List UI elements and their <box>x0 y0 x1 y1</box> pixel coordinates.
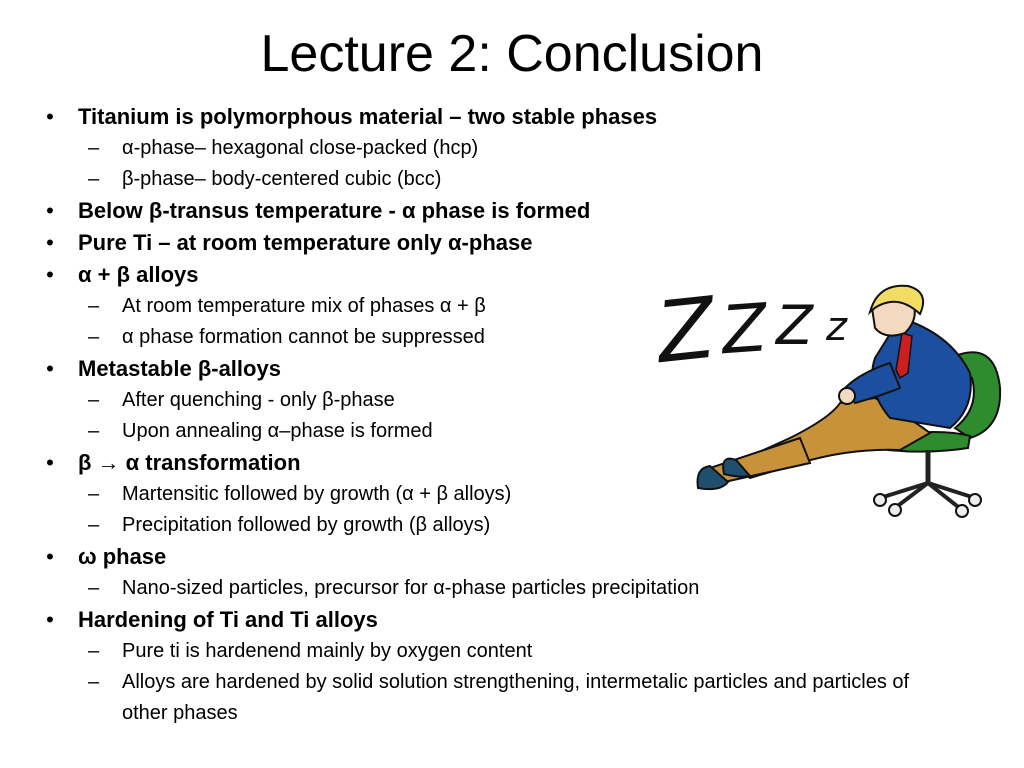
bullet-marker: • <box>46 198 54 223</box>
dash-marker: – <box>88 420 100 442</box>
sub-bullet-text: β-phase– body-centered cubic (bcc) <box>122 168 442 190</box>
sub-bullet-text: Precipitation followed by growth (β alloys) <box>122 514 491 536</box>
dash-marker: – <box>88 326 100 348</box>
sub-bullet-text: Pure ti is hardenend mainly by oxygen content <box>122 640 533 662</box>
snore-letter: Z <box>776 294 813 357</box>
sub-bullet-text: Upon annealing α–phase is formed <box>122 420 433 442</box>
bullet-marker: • <box>46 262 54 287</box>
bullet-text: β → α transformation <box>78 450 301 475</box>
sub-bullet-text: Alloys are hardened by solid solution strengthening, intermetalic particles and particles of other phases <box>122 671 910 724</box>
bullet-item <box>40 541 1000 573</box>
sub-bullet-item <box>40 636 1000 667</box>
hand <box>839 388 855 404</box>
bullet-text: Pure Ti – at room temperature only α-phase <box>78 230 533 255</box>
bullet-marker: • <box>46 544 54 569</box>
dash-marker: – <box>88 671 100 693</box>
dash-marker: – <box>88 168 100 190</box>
dash-marker: – <box>88 514 100 536</box>
snore-letter: z <box>826 304 847 350</box>
bullet-marker: • <box>46 230 54 255</box>
snore-letter: Z <box>719 289 770 370</box>
bullet-marker: • <box>46 356 54 381</box>
sub-bullet-text: Nano-sized particles, precursor for α-phase particles precipitation <box>122 577 700 599</box>
bullet-text: Titanium is polymorphous material – two stable phases <box>78 104 658 129</box>
chair-wheel <box>874 494 886 506</box>
sub-bullet-text: After quenching - only β-phase <box>122 389 395 411</box>
sub-bullet-text: α phase formation cannot be suppressed <box>122 326 485 348</box>
snore-zzz <box>650 278 848 382</box>
dash-marker: – <box>88 137 100 159</box>
bullet-item <box>40 101 1000 133</box>
slide-title: Lecture 2: Conclusion <box>260 25 764 83</box>
sub-bullet-item <box>40 133 1000 164</box>
bullet-marker: • <box>46 607 54 632</box>
bullet-item <box>40 604 1000 636</box>
chair-wheel <box>889 504 901 516</box>
sub-bullet-text: At room temperature mix of phases α + β <box>122 295 486 317</box>
sub-bullet-text: α-phase– hexagonal close-packed (hcp) <box>122 137 479 159</box>
bullet-marker: • <box>46 450 54 475</box>
bullet-text: ω phase <box>78 544 167 569</box>
dash-marker: – <box>88 389 100 411</box>
bullet-item <box>40 195 1000 227</box>
sub-bullet-item <box>40 164 1000 195</box>
bullet-marker: • <box>46 104 54 129</box>
bullet-text: Metastable β-alloys <box>78 356 281 381</box>
bullet-text: Hardening of Ti and Ti alloys <box>78 607 378 632</box>
chair-wheel <box>956 505 968 517</box>
snore-letter: Z <box>652 278 720 383</box>
dash-marker: – <box>88 640 100 662</box>
dash-marker: – <box>88 483 100 505</box>
sub-bullet-text: Martensitic followed by growth (α + β alloys) <box>122 483 512 505</box>
chair-wheel <box>969 494 981 506</box>
sub-bullet-item <box>40 573 1000 604</box>
bullet-text: Below β-transus temperature - α phase is formed <box>78 198 591 223</box>
bullet-text: α + β alloys <box>78 262 199 287</box>
dash-marker: – <box>88 577 100 599</box>
bullet-item <box>40 227 1000 259</box>
sleeping-man-clipart <box>650 278 1005 518</box>
dash-marker: – <box>88 295 100 317</box>
sub-bullet-item <box>40 667 1000 729</box>
